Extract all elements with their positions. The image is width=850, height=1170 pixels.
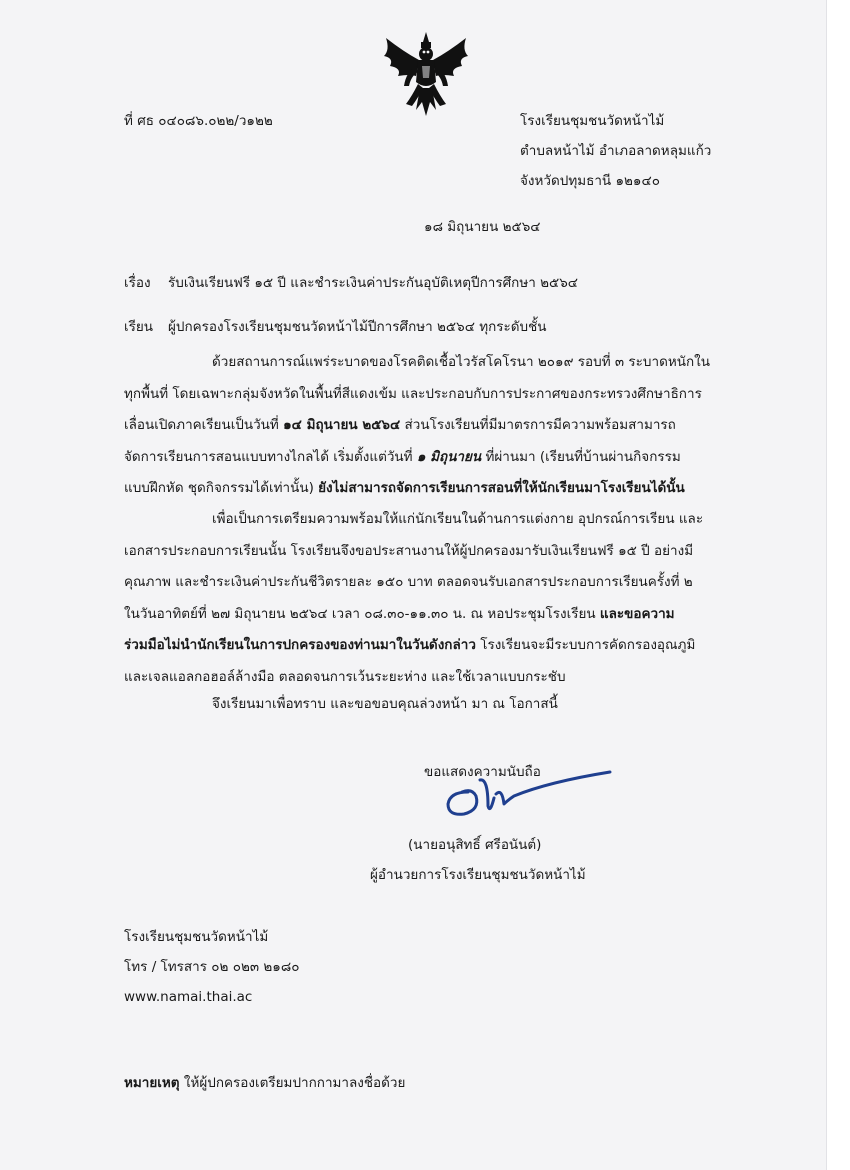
paragraph-line bbox=[124, 442, 726, 474]
paragraph-line: เอกสารประกอบการเรียนนั้น โรงเรียนจึงขอประสานงานให้ผู้ปกครองมารับเงินเรียนฟรี ๑๕ ปี อย่างมี bbox=[124, 542, 694, 559]
note-text: ให้ผู้ปกครองเตรียมปากกามาลงชื่อด้วย bbox=[183, 1075, 406, 1091]
salutation-label: เรียน bbox=[124, 319, 154, 335]
paragraph-line: คุณภาพ และชำระเงินค่าประกันชีวิตรายละ ๑๕๐ บาท ตลอดจนรับเอกสารประกอบการเรียนครั้งที่ ๒ bbox=[124, 574, 693, 591]
paragraph-line: และเจลแอลกอฮอล์ล้างมือ ตลอดจนการเว้นระยะห่าง และใช้เวลาแบบกระชับ bbox=[124, 668, 566, 685]
subject-text: รับเงินเรียนฟรี ๑๕ ปี และชำระเงินค่าประกันอุบัติเหตุปีการศึกษา ๒๕๖๔ bbox=[168, 275, 579, 291]
text-run: โรงเรียนจะมีระบบการคัดกรองอุณภูมิ bbox=[475, 637, 696, 654]
bold-italic-date: ๑ มิถุนายน bbox=[416, 448, 482, 465]
footer-website: www.namai.thai.ac bbox=[124, 989, 253, 1005]
text-run: ในวันอาทิตย์ที่ ๒๗ มิถุนายน ๒๕๖๔ เวลา ๐๘.๓๐-๑๑.๓๐ น. ณ หอประชุมโรงเรียน bbox=[124, 605, 600, 622]
note bbox=[124, 1074, 405, 1092]
bold-notice: ยังไม่สามารถจัดการเรียนการสอนที่ให้นักเรียนมาโรงเรียนได้นั้น bbox=[318, 480, 685, 497]
bold-request: ร่วมมือไม่นำนักเรียนในการปกครองของท่านมาในวันดังกล่าว bbox=[124, 637, 476, 654]
paragraph-line bbox=[124, 599, 726, 631]
paragraph-line bbox=[124, 630, 726, 662]
salutation-text: ผู้ปกครองโรงเรียนชุมชนวัดหน้าไม้ปีการศึกษา ๒๕๖๔ ทุกระดับชั้น bbox=[168, 319, 547, 335]
garuda-emblem-icon bbox=[376, 30, 476, 118]
closing-text: จึงเรียนมาเพื่อทราบ และขอขอบคุณล่วงหน้า มา ณ โอกาสนี้ bbox=[212, 696, 558, 712]
text-run: จัดการเรียนการสอนแบบทางไกลได้ เริ่มตั้งแต่วันที่ bbox=[124, 448, 417, 465]
reference-number: ที่ ศธ ๐๔๐๘๖.๐๒๒/ว๑๒๒ bbox=[124, 113, 273, 129]
paragraph-line: เพื่อเป็นการเตรียมความพร้อมให้แก่นักเรียนในด้านการแต่งกาย อุปกรณ์การเรียน และ bbox=[212, 511, 704, 527]
footer-school: โรงเรียนชุมชนวัดหน้าไม้ bbox=[124, 929, 269, 945]
signer-name: (นายอนุสิทธิ์ ศรีอนันต์) bbox=[408, 837, 542, 853]
text-run: ที่ผ่านมา (เรียนที่บ้านผ่านกิจกรรม bbox=[481, 448, 681, 465]
bold-date: ๑๔ มิถุนายน ๒๕๖๔ bbox=[283, 417, 401, 434]
footer-phone: โทร / โทรสาร ๐๒ ๐๒๓ ๒๑๘๐ bbox=[124, 959, 300, 975]
text-run: ส่วนโรงเรียนที่มีมาตรการมีความพร้อมสามารถ bbox=[400, 417, 676, 434]
paragraph-line bbox=[124, 410, 726, 442]
text-run: แบบฝึกหัด ชุดกิจกรรมได้เท่านั้น) bbox=[124, 480, 319, 497]
paragraph-line: ด้วยสถานการณ์แพร่ระบาดของโรคติดเชื้อไวรัสโคโรนา ๒๐๑๙ รอบที่ ๓ ระบาดหนักใน bbox=[212, 354, 710, 370]
body-paragraph-1 bbox=[124, 347, 726, 505]
subject-label: เรื่อง bbox=[124, 275, 151, 291]
bold-request: และขอความ bbox=[599, 605, 675, 622]
paragraph-line bbox=[124, 473, 726, 505]
sender-address-line-2: ตำบลหน้าไม้ อำเภอลาดหลุมแก้ว bbox=[520, 143, 712, 159]
sender-address-line-3: จังหวัดปทุมธานี ๑๒๑๔๐ bbox=[520, 173, 660, 189]
signer-title: ผู้อำนวยการโรงเรียนชุมชนวัดหน้าไม้ bbox=[370, 867, 586, 883]
complimentary-close: ขอแสดงความนับถือ bbox=[424, 764, 541, 780]
text-run: เลื่อนเปิดภาคเรียนเป็นวันที่ bbox=[124, 417, 284, 434]
body-paragraph-2 bbox=[124, 504, 726, 694]
letter-date: ๑๘ มิถุนายน ๒๕๖๔ bbox=[424, 219, 541, 235]
sender-address-line-1: โรงเรียนชุมชนวัดหน้าไม้ bbox=[520, 113, 665, 129]
note-label: หมายเหตุ bbox=[124, 1075, 180, 1091]
paragraph-line: ทุกพื้นที่ โดยเฉพาะกลุ่มจังหวัดในพื้นที่สีแดงเข้ม และประกอบกับการประกาศของกระทรวงศึกษาธิการ bbox=[124, 385, 702, 402]
signature-icon bbox=[438, 758, 618, 828]
